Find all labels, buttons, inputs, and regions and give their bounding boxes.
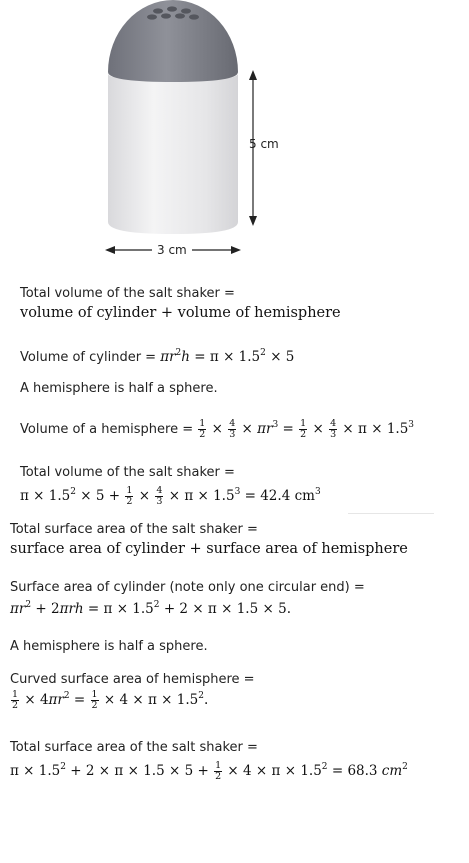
hemisphere-note-2: A hemisphere is half a sphere.: [10, 639, 208, 654]
total-volume-formula: volume of cylinder + volume of hemisphere: [20, 305, 341, 321]
cylinder-volume-line: Volume of cylinder = $\pi r^2h = \pi \times 1.5^2 \times 5$: [20, 348, 295, 365]
total-sa-equation: $\pi \times 1.5^2 + 2 \times \pi \times 1.5 \times 5$ + $\frac{1}{2}$ × $4 \times \pi \times 1.5^2 = 68.3$ $cm^2$: [10, 760, 408, 782]
height-label: 5 cm: [249, 137, 279, 151]
total-volume-heading-2: Total volume of the salt shaker =: [20, 465, 235, 480]
salt-shaker-figure: [0, 0, 469, 270]
cylinder-volume-equation: $\pi r^2h = \pi \times 1.5^2 \times 5$: [160, 348, 295, 365]
total-volume-heading: Total volume of the salt shaker =: [20, 286, 235, 301]
salt-shaker-illustration: [0, 0, 469, 270]
curved-sa-label: Curved surface area of hemisphere =: [10, 672, 255, 687]
width-label: 3 cm: [157, 243, 187, 257]
divider-line: [348, 513, 434, 514]
total-sa-heading-2: Total surface area of the salt shaker =: [10, 740, 258, 755]
total-sa-formula: surface area of cylinder + surface area of hemisphere: [10, 541, 408, 557]
cylinder-body: [108, 66, 238, 234]
curved-sa-equation: $\frac{1}{2}$ × $4\pi r^2$ = $\frac{1}{2}$ × $4 \times \pi \times 1.5^2$.: [12, 689, 209, 711]
total-sa-heading: Total surface area of the salt shaker =: [10, 522, 258, 537]
total-volume-equation: $\pi \times 1.5^2 \times 5$ + $\frac{1}{2}$ × $\frac{4}{3}$ × $\pi \times 1.5^3 = 42.4$ $cm^3$: [20, 485, 321, 507]
hemisphere-volume-equation: $\frac{1}{2}$ × $\frac{4}{3}$ × $\pi r^3$ = $\frac{1}{2}$ × $\frac{4}{3}$ × $\pi \times 1.5^3$: [199, 418, 415, 440]
hemisphere-volume-line: Volume of a hemisphere = $\frac{1}{2}$ × $\frac{4}{3}$ × $\pi r^3$ = $\frac{1}{2}$ × $\frac{4}{3}$ × $\pi \times 1.5^3$: [20, 418, 415, 440]
cylinder-sa-label: Surface area of cylinder (note only one circular end) =: [10, 580, 365, 595]
hemisphere-cap: [108, 0, 238, 82]
cylinder-sa-equation: $\pi r^2 + 2\pi rh = \pi \times 1.5^2 + 2 \times \pi \times 1.5 \times 5$.: [10, 600, 291, 617]
hemisphere-note-1: A hemisphere is half a sphere.: [20, 381, 218, 396]
